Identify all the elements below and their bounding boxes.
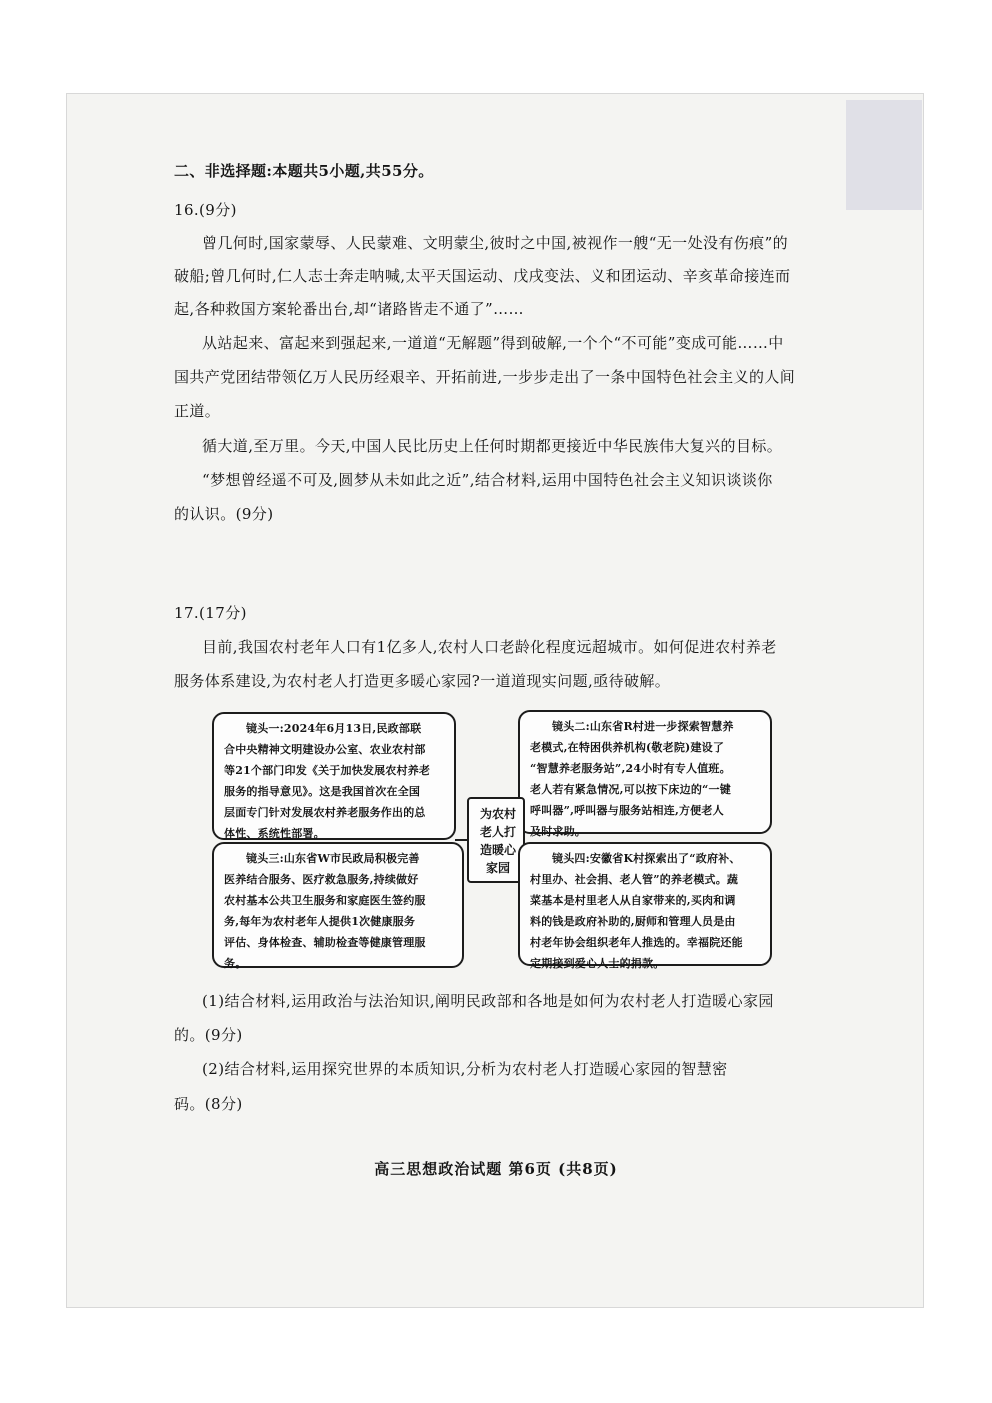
panel-line: 定期接到爱心人士的捐款。 bbox=[530, 957, 665, 970]
q17-sub1-line: 的。(9分) bbox=[174, 1026, 243, 1044]
panel-line: 及时求助。 bbox=[530, 825, 586, 838]
q16-paragraph-line: 破船;曾几何时,仁人志士奔走呐喊,太平天国运动、戊戌变法、义和团运动、辛亥革命接连而 bbox=[174, 267, 791, 285]
panel-line: 服务的指导意见》。这是我国首次在全国 bbox=[224, 785, 421, 798]
panel-line: “智慧养老服务站”,24小时有专人值班。 bbox=[530, 762, 731, 775]
center-line: 家园 bbox=[485, 861, 510, 875]
panel-line: 等21个部门印发《关于加快发展农村养老 bbox=[224, 764, 431, 777]
q17-sub2-line: 码。(8分) bbox=[174, 1095, 243, 1113]
q16-paragraph-line: 曾几何时,国家蒙辱、人民蒙难、文明蒙尘,彼时之中国,被视作一艘“无一处没有伤痕”的 bbox=[202, 234, 789, 252]
panel-lens-three bbox=[212, 842, 464, 968]
center-line: 为农村 bbox=[479, 807, 516, 821]
panel-line: 务,每年为农村老年人提供1次健康服务 bbox=[224, 915, 416, 928]
q17-intro-line: 服务体系建设,为农村老人打造更多暖心家园?一道道现实问题,亟待破解。 bbox=[174, 672, 671, 690]
q17-intro-line: 目前,我国农村老年人口有1亿多人,农村人口老龄化程度远超城市。如何促进农村养老 bbox=[202, 638, 777, 656]
panel-line: 村老年协会组织老年人推选的。幸福院还能 bbox=[530, 936, 743, 949]
panel-line: 合中央精神文明建设办公室、农业农村部 bbox=[224, 743, 426, 756]
q17-sub1-line: (1)结合材料,运用政治与法治知识,阐明民政部和各地是如何为农村老人打造暖心家园 bbox=[202, 992, 774, 1010]
panel-line: 镜头一:2024年6月13日,民政部联 bbox=[246, 722, 422, 735]
panel-line: 层面专门针对发展农村养老服务作出的总 bbox=[224, 806, 426, 819]
panel-line: 菜基本是村里老人从自家带来的,买肉和调 bbox=[530, 894, 736, 907]
panel-line: 料的钱是政府补助的,厨师和管理人员是由 bbox=[530, 915, 736, 928]
panel-line: 医养结合服务、医疗救急服务,持续做好 bbox=[224, 873, 419, 886]
panel-line: 村里办、社会捐、老人管”的养老模式。蔬 bbox=[530, 873, 739, 886]
panel-line: 农村基本公共卫生服务和家庭医生签约服 bbox=[224, 894, 426, 907]
panel-line: 老模式,在特困供养机构(敬老院)建设了 bbox=[530, 741, 725, 754]
panel-line: 体性、系统性部署。 bbox=[224, 827, 325, 840]
panel-lens-four bbox=[518, 842, 772, 970]
panel-line: 老人若有紧急情况,可以按下床边的“一键 bbox=[530, 783, 731, 796]
panel-line: 务。 bbox=[224, 957, 247, 970]
center-line: 老人打 bbox=[479, 825, 516, 839]
q17-number: 17.(17分) bbox=[174, 604, 247, 622]
q16-paragraph-line: 循大道,至万里。今天,中国人民比历史上任何时期都更接近中华民族伟大复兴的目标。 bbox=[202, 437, 783, 455]
q16-question-line: “梦想曾经遥不可及,圆梦从未如此之近”,结合材料,运用中国特色社会主义知识谈谈你 bbox=[202, 471, 773, 489]
q16-number: 16.(9分) bbox=[174, 201, 237, 219]
q16-paragraph-line: 正道。 bbox=[174, 402, 221, 420]
q16-question-line: 的认识。(9分) bbox=[174, 505, 274, 523]
diagram-center-box bbox=[467, 797, 525, 883]
page-footer: 高三思想政治试题 第6页 (共8页) bbox=[374, 1160, 618, 1178]
q16-paragraph-line: 国共产党团结带领亿万人民历经艰辛、开拓前进,一步步走出了一条中国特色社会主义的人间 bbox=[174, 368, 796, 386]
section-heading: 二、非选择题:本题共5小题,共55分。 bbox=[174, 162, 434, 180]
panel-line: 呼叫器”,呼叫器与服务站相连,方便老人 bbox=[530, 804, 724, 817]
panel-line: 镜头三:山东省W市民政局积极完善 bbox=[246, 852, 420, 865]
panel-line: 镜头二:山东省R村进一步探索智慧养 bbox=[552, 720, 734, 733]
panel-lens-one bbox=[212, 712, 456, 840]
center-line: 造暖心 bbox=[479, 843, 516, 857]
q16-paragraph-line: 起,各种救国方案轮番出台,却“诸路皆走不通了”…… bbox=[174, 300, 524, 318]
q17-sub2-line: (2)结合材料,运用探究世界的本质知识,分析为农村老人打造暖心家园的智慧密 bbox=[202, 1060, 728, 1078]
q16-paragraph-line: 从站起来、富起来到强起来,一道道“无解题”得到破解,一个个“不可能”变成可能……中 bbox=[202, 334, 784, 352]
panel-line: 评估、身体检查、辅助检查等健康管理服 bbox=[224, 936, 426, 949]
panel-line: 镜头四:安徽省K村探索出了“政府补、 bbox=[552, 852, 741, 865]
panel-lens-two bbox=[518, 710, 772, 838]
